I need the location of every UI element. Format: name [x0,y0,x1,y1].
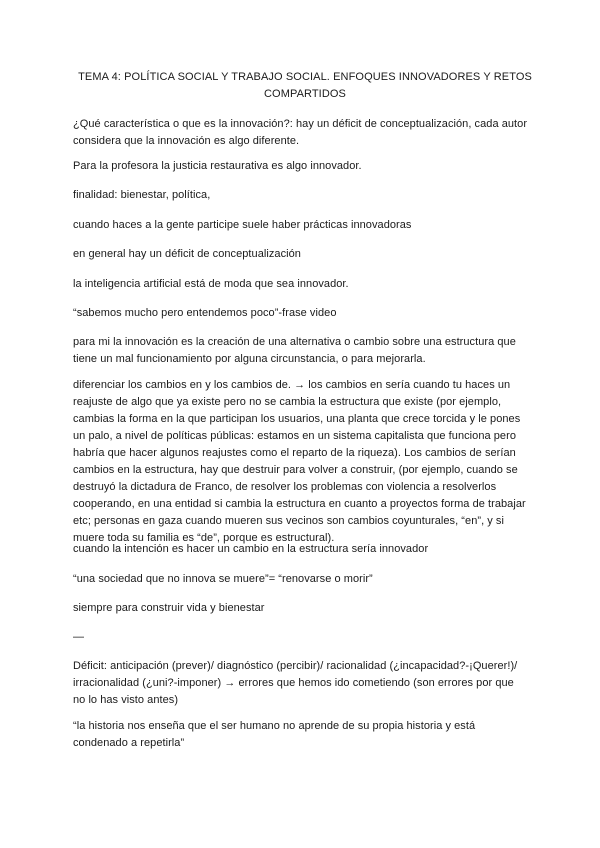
paragraph-innovation-question: ¿Qué característica o que es la innovación?: hay un déficit de conceptualización, cada autor considera que la innovación es algo diferente. [73,118,528,147]
paragraph-artificial-intelligence: la inteligencia artificial está de moda que sea innovador. [73,278,349,290]
paragraph-participation: cuando haces a la gente participe suele haber prácticas innovadoras [73,219,412,231]
paragraph-structural-change: cuando la intención es hacer un cambio en la estructura sería innovador [73,543,429,555]
paragraph-life-wellbeing: siempre para construir vida y bienestar [73,602,265,614]
paragraph-innovate-or-die: “una sociedad que no innova se muere”= “renovarse o morir” [73,573,373,585]
paragraph-video-quote: “sabemos mucho pero entendemos poco”-frase video [73,307,337,319]
document-title: TEMA 4: POLÍTICA SOCIAL Y TRABAJO SOCIAL. ENFOQUES INNOVADORES Y RETOS COMPARTIDOS [78,71,532,100]
paragraph-conceptual-deficit: en general hay un déficit de conceptualización [73,248,301,260]
paragraph-innovation-definition: para mi la innovación es la creación de una alternativa o cambio sobre una estructura que tiene un mal funcionamiento por alguna circunstancia, o para mejorarla. [73,336,516,365]
paragraph-changes-in-vs-of: diferenciar los cambios en y los cambios de. → los cambios en sería cuando tu haces un reajuste de algo que ya existe pero no se cambia la estructura que existe (por ejemplo, cambias la forma en la que participan los usuarios, una planta que crece torcida y le pones un palo, a nivel de políticas públicas: estamos en un sistema capitalista que funciona pero habría que hacer algunos reajustes como el reparto de la riqueza). Los cambios de serían cambios en la estructura, hay que destruir para volver a construir, (por ejemplo, cuando se destruyó la dictadura de Franco, de resolver los problemas con violencia a resolverlos cooperando, en una entidad si cambia la estructura en cuanto a proyectos forma de trabajar etc; personas en gaza cuando mueren sus vecinos son cambios coyunturales, “en”, y si muere toda su familia es “de”, porque es estructural). [73,379,526,544]
section-divider: — [73,631,85,643]
paragraph-purpose: finalidad: bienestar, política, [73,189,211,201]
paragraph-restorative-justice: Para la profesora la justicia restaurativa es algo innovador. [73,160,362,172]
paragraph-deficit: Déficit: anticipación (prever)/ diagnóstico (percibir)/ racionalidad (¿incapacidad?-¡Querer!)/ irracionalidad (¿uni?-imponer) → errores que hemos ido cometiendo (son errores por que no lo has visto antes) [73,660,518,706]
paragraph-history-quote: “la historia nos enseña que el ser humano no aprende de su propia historia y está condenado a repetirla” [73,720,476,749]
